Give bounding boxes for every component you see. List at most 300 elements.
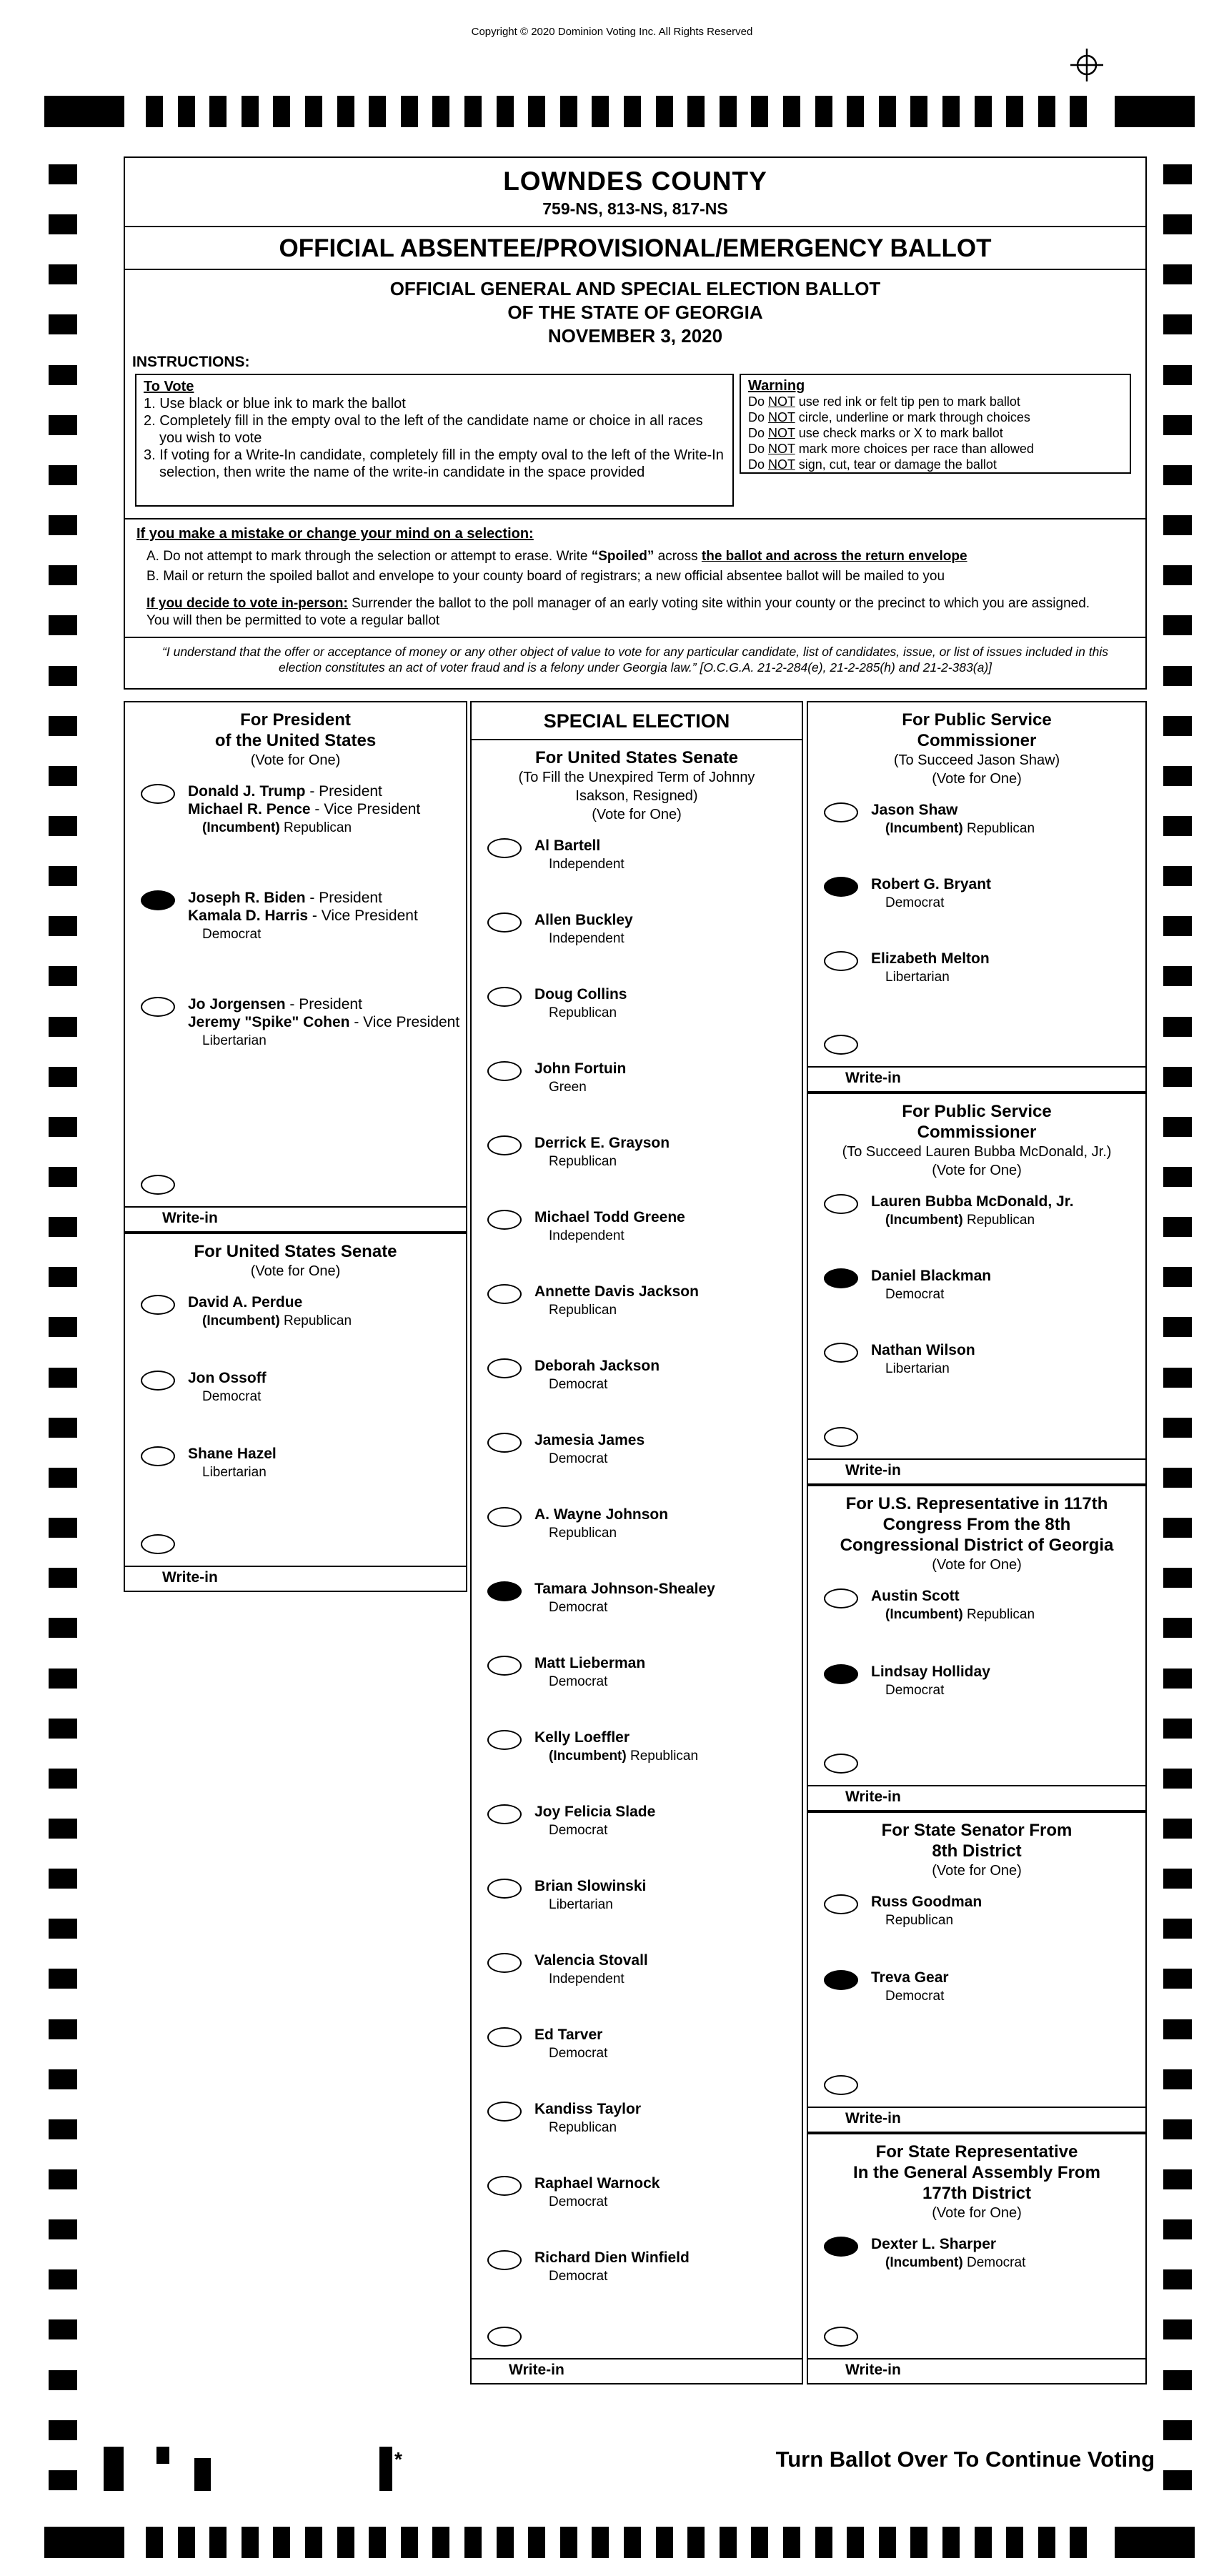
candidate-text (871, 2235, 1025, 2271)
candidate-name: Russ Goodman (871, 1894, 982, 1910)
candidate-oval[interactable] (824, 1894, 858, 1914)
candidate-text (188, 1293, 352, 1329)
candidate-oval[interactable] (487, 1656, 522, 1676)
candidate-oval[interactable] (141, 997, 175, 1017)
timing-mark (49, 515, 77, 535)
candidate-row (824, 950, 1141, 985)
timing-mark (337, 2527, 354, 2558)
candidate-text (188, 1369, 267, 1405)
timing-mark (49, 2219, 77, 2239)
contest-column (807, 701, 1147, 2384)
contest-box (807, 1093, 1147, 1485)
write-in-oval[interactable] (824, 2075, 858, 2095)
candidate-oval-filled[interactable] (824, 877, 858, 897)
contest-title-line: For United States Senate (534, 748, 739, 767)
felony-statement: “I understand that the offer or acceptance of money or any other object of value to vote for any particular candidate, list of candidates, issue, or list of issues included in this election constitutes an act of voter fraud and is a felony under Georgia law.” [O.C.G.A. 21-2-284(e), 21-2-285(h) and 21-2-383(a)] (125, 637, 1145, 681)
timing-mark (49, 264, 77, 284)
candidate-name: Tamara Johnson-Shealey (534, 1581, 715, 1597)
ballot-header (124, 156, 1147, 690)
timing-mark (1163, 1769, 1192, 1789)
timing-mark (656, 2527, 673, 2558)
candidate-text (534, 1580, 715, 1616)
text-segment: mark more choices per race than allowed (795, 442, 1034, 456)
candidate-name: Raphael Warnock (534, 2175, 660, 2192)
timing-mark (847, 2527, 864, 2558)
candidate-party (871, 2254, 1025, 2271)
candidate-oval[interactable] (487, 1433, 522, 1453)
candidate-name: Michael Todd Greene (534, 1209, 685, 1225)
text-segment: NOT (768, 457, 795, 472)
contest-header (808, 2134, 1145, 2222)
timing-mark (1163, 666, 1192, 686)
write-in-label: Write-in (509, 2362, 564, 2378)
candidate-name-suffix: - Vice President (349, 1014, 460, 1030)
candidate-party (534, 1525, 668, 1541)
candidate-list (808, 2222, 1145, 2271)
candidate-row (824, 1663, 1141, 1699)
candidate-oval[interactable] (141, 784, 175, 804)
candidate-name-line (534, 1803, 655, 1821)
candidate-name-line (871, 875, 991, 893)
contest-title-line: For United States Senate (194, 1242, 397, 1261)
candidate-name-line (188, 1445, 277, 1463)
candidate-name-line (534, 1357, 660, 1375)
candidate-row (487, 1208, 797, 1244)
candidate-text (871, 1267, 991, 1303)
candidate-text (188, 1445, 277, 1481)
text-segment: Do (748, 426, 769, 440)
party-name: Republican (967, 1607, 1035, 1622)
warning-items (748, 394, 1123, 472)
candidate-name: Jo Jorgensen (188, 996, 286, 1013)
candidate-name: Jon Ossoff (188, 1370, 267, 1386)
candidate-name-line (534, 1208, 685, 1226)
candidate-oval[interactable] (487, 1507, 522, 1527)
timing-mark (49, 766, 77, 786)
contest-header (472, 740, 802, 824)
write-in-section (125, 1534, 466, 1591)
candidate-oval[interactable] (824, 1343, 858, 1363)
timing-mark (49, 1468, 77, 1488)
contest-subtitle-line: (To Succeed Lauren Bubba McDonald, Jr.) (842, 1144, 1112, 1160)
candidate-text (188, 782, 420, 836)
candidate-row (487, 2249, 797, 2284)
timing-mark (49, 1969, 77, 1989)
timing-mark (1163, 1618, 1192, 1638)
election-title (125, 270, 1145, 351)
special-election-banner: SPECIAL ELECTION (472, 702, 802, 740)
timing-mark (305, 2527, 322, 2558)
contest-column (124, 701, 467, 1592)
candidate-row (824, 1267, 1141, 1303)
candidate-text (871, 950, 990, 985)
timing-mark (497, 2527, 514, 2558)
candidate-name: David A. Perdue (188, 1294, 303, 1311)
write-in-oval[interactable] (487, 2327, 522, 2347)
timing-mark (1163, 2319, 1192, 2339)
candidate-oval[interactable] (487, 2102, 522, 2122)
party-incumbent-label: (Incumbent) (885, 1213, 967, 1228)
text-segment: the ballot and across the return envelope (701, 549, 967, 564)
to-vote-items (144, 395, 725, 481)
timing-mark (49, 1317, 77, 1337)
party-name: Democrat (549, 1600, 608, 1615)
party-name: Democrat (549, 1823, 608, 1838)
candidate-text (534, 1208, 685, 1244)
timing-mark (49, 415, 77, 435)
timing-mark (49, 2069, 77, 2089)
party-name: Independent (549, 857, 625, 872)
candidate-oval[interactable] (487, 2176, 522, 2196)
candidate-oval[interactable] (824, 951, 858, 971)
candidate-party (534, 1971, 648, 1987)
write-in-label: Write-in (162, 1210, 218, 1226)
candidate-name: Al Bartell (534, 837, 601, 854)
text-segment: NOT (768, 426, 795, 440)
contest-subtitle-line: (Vote for One) (932, 1557, 1022, 1573)
candidate-oval[interactable] (487, 912, 522, 933)
timing-mark (910, 96, 927, 127)
timing-mark (1163, 2219, 1192, 2239)
warning-item (748, 409, 1123, 425)
candidate-row (487, 1951, 797, 1987)
candidate-text (188, 889, 418, 943)
party-name: Republican (284, 1313, 352, 1328)
timing-mark (656, 96, 673, 127)
warning-item (748, 441, 1123, 457)
timing-mark (305, 96, 322, 127)
candidate-row (824, 1893, 1141, 1929)
to-vote-item: 1. Use black or blue ink to mark the ballot (144, 396, 406, 412)
timing-mark (209, 96, 227, 127)
candidate-name: Doug Collins (534, 986, 627, 1003)
timing-mark (910, 2527, 927, 2558)
timing-mark (1163, 1669, 1192, 1689)
candidate-text (534, 1134, 670, 1170)
candidate-oval[interactable] (487, 1953, 522, 1973)
timing-mark (49, 365, 77, 385)
candidate-name-line (871, 2235, 1025, 2253)
candidate-oval[interactable] (487, 1730, 522, 1750)
candidate-name-suffix: - President (285, 996, 362, 1013)
text-segment: circle, underline or mark through choices (795, 410, 1030, 424)
timing-mark (1163, 2370, 1192, 2390)
candidate-oval[interactable] (487, 1135, 522, 1155)
text-segment: Do (748, 442, 769, 456)
candidate-oval[interactable] (824, 802, 858, 822)
timing-mark (49, 1518, 77, 1538)
candidate-row (824, 1587, 1141, 1623)
candidate-oval[interactable] (487, 1358, 522, 1378)
timing-mark (178, 2527, 195, 2558)
candidate-party (534, 1896, 646, 1913)
timing-mark (49, 615, 77, 635)
timing-mark (751, 2527, 768, 2558)
party-name: Libertarian (202, 1033, 267, 1048)
candidate-name: Shane Hazel (188, 1446, 277, 1462)
timing-mark (401, 96, 418, 127)
ballot-id-mark (194, 2458, 211, 2491)
timing-mark (1163, 1368, 1192, 1388)
candidate-text (871, 801, 1035, 837)
party-name: Republican (284, 820, 352, 835)
timing-mark (49, 465, 77, 485)
contest-title-line: of the United States (214, 731, 377, 750)
candidate-oval-filled[interactable] (824, 1664, 858, 1684)
contest-title-line: For U.S. Representative in 117th (845, 1494, 1108, 1513)
timing-mark (1163, 1869, 1192, 1889)
timing-mark (1163, 365, 1192, 385)
timing-mark-block (44, 96, 124, 127)
candidate-text (534, 985, 627, 1021)
candidate-text (871, 1193, 1074, 1228)
candidate-row (487, 2100, 797, 2136)
candidate-oval-filled[interactable] (824, 1970, 858, 1990)
party-name: Republican (967, 821, 1035, 836)
candidate-party (534, 2119, 641, 2136)
election-date: NOVEMBER 3, 2020 (547, 325, 723, 347)
candidate-party (188, 926, 418, 943)
write-in-oval[interactable] (824, 1754, 858, 1774)
party-name: Republican (549, 1303, 617, 1318)
text-segment: If you decide to vote in-person: (146, 596, 348, 611)
candidate-row (487, 1803, 797, 1839)
candidate-oval-filled[interactable] (141, 890, 175, 910)
candidate-oval[interactable] (141, 1371, 175, 1391)
instructions-label: INSTRUCTIONS: (132, 354, 250, 370)
candidate-party (188, 1313, 352, 1329)
candidate-name: Kelly Loeffler (534, 1729, 630, 1746)
candidate-text (534, 911, 633, 947)
timing-mark (720, 2527, 737, 2558)
candidate-name-line (188, 907, 418, 925)
candidate-row (141, 782, 462, 836)
party-name: Democrat (549, 2269, 608, 2284)
candidate-oval-filled[interactable] (487, 1581, 522, 1601)
candidate-name: Brian Slowinski (534, 1878, 647, 1894)
contest-header (125, 1234, 466, 1280)
text-segment: Do (748, 457, 769, 472)
candidate-oval-filled[interactable] (824, 1268, 858, 1288)
candidate-name-line (871, 1969, 949, 1986)
candidate-name: Treva Gear (871, 1969, 949, 1986)
candidate-text (534, 2100, 641, 2136)
candidate-party (871, 1606, 1035, 1623)
party-name: Republican (549, 1154, 617, 1169)
timing-mark (49, 2470, 77, 2490)
candidate-oval[interactable] (141, 1295, 175, 1315)
timing-mark (369, 96, 386, 127)
timing-mark (1163, 2470, 1192, 2490)
write-in-oval[interactable] (141, 1175, 175, 1195)
mistake-item-a (136, 548, 1134, 565)
candidate-name-line (534, 1877, 646, 1895)
candidate-name: Deborah Jackson (534, 1358, 660, 1374)
contest-header (808, 1094, 1145, 1180)
timing-mark (1163, 2169, 1192, 2189)
text-segment: NOT (768, 410, 795, 424)
timing-mark (49, 1017, 77, 1037)
timing-mark (49, 1618, 77, 1638)
candidate-row (141, 1293, 462, 1329)
candidate-name: Matt Lieberman (534, 1655, 646, 1671)
mistake-section (125, 518, 1145, 637)
party-name: Republican (967, 1213, 1035, 1228)
ballot-id-mark (379, 2447, 392, 2491)
contest-box (807, 2133, 1147, 2384)
candidate-oval[interactable] (487, 1210, 522, 1230)
timing-mark (49, 2370, 77, 2390)
party-name: Democrat (885, 1989, 945, 2004)
candidate-text (871, 1969, 949, 2004)
text-segment: NOT (768, 442, 795, 456)
candidate-text (534, 1951, 648, 1987)
timing-mark (1163, 214, 1192, 234)
candidate-row (487, 2174, 797, 2210)
candidate-party (534, 2045, 607, 2062)
candidate-name-line (188, 995, 459, 1013)
text-segment: NOT (768, 394, 795, 409)
timing-mark (1163, 2269, 1192, 2289)
candidate-oval[interactable] (487, 2250, 522, 2270)
timing-mark (49, 1267, 77, 1287)
timing-mark (464, 96, 482, 127)
contest-header (808, 702, 1145, 788)
timing-mark (1038, 2527, 1055, 2558)
instruction-boxes (125, 374, 1145, 518)
write-in-label: Write-in (162, 1569, 218, 1586)
contest-subtitle-line: (To Fill the Unexpired Term of Johnny (518, 770, 755, 785)
candidate-oval[interactable] (141, 1446, 175, 1466)
write-in-oval[interactable] (141, 1534, 175, 1554)
candidate-name-line (534, 1283, 699, 1301)
candidate-oval-filled[interactable] (824, 2237, 858, 2257)
candidate-oval[interactable] (824, 1588, 858, 1608)
asterisk-mark: * (394, 2448, 402, 2470)
party-name: Republican (630, 1749, 699, 1764)
candidate-oval[interactable] (487, 1284, 522, 1304)
party-name: Democrat (885, 895, 945, 910)
candidate-party (871, 969, 990, 985)
write-in-section (125, 1175, 466, 1231)
contest-subtitle-line: (Vote for One) (250, 752, 341, 768)
candidate-row (824, 801, 1141, 837)
candidate-name-line (534, 2100, 641, 2118)
candidate-text (534, 1283, 699, 1318)
timing-mark (146, 96, 163, 127)
timing-mark (49, 2119, 77, 2139)
candidate-oval[interactable] (487, 1804, 522, 1824)
contest-subtitle-line: (To Succeed Jason Shaw) (893, 752, 1060, 768)
candidate-name-line (534, 1729, 698, 1746)
candidate-party (871, 1361, 975, 1377)
timing-mark (624, 2527, 641, 2558)
candidate-text (871, 1893, 982, 1929)
candidate-oval[interactable] (487, 1879, 522, 1899)
candidate-oval[interactable] (487, 838, 522, 858)
timing-mark (337, 96, 354, 127)
candidate-name: A. Wayne Johnson (534, 1506, 669, 1523)
timing-mark (49, 2420, 77, 2440)
candidate-name-line (188, 800, 420, 818)
contest-subtitle-line: (Vote for One) (932, 1863, 1022, 1879)
candidate-row (487, 1060, 797, 1095)
candidate-oval[interactable] (824, 1194, 858, 1214)
party-name: Democrat (885, 1287, 945, 1302)
contest-title-line: For President (240, 710, 351, 730)
candidate-oval[interactable] (487, 1061, 522, 1081)
candidate-text (188, 995, 459, 1049)
candidate-party (534, 930, 633, 947)
candidate-party (871, 895, 991, 911)
party-name: Republican (885, 1913, 954, 1928)
candidate-oval[interactable] (487, 2027, 522, 2047)
write-in-oval[interactable] (824, 2327, 858, 2347)
timing-mark (1163, 2069, 1192, 2089)
timing-mark (49, 1719, 77, 1739)
contest-title-line: For Public Service (902, 710, 1052, 730)
timing-mark (49, 565, 77, 585)
candidate-row (487, 1580, 797, 1616)
timing-mark (1163, 1468, 1192, 1488)
timing-mark (49, 1418, 77, 1438)
candidate-party (534, 1376, 660, 1393)
candidate-text (871, 1663, 990, 1699)
timing-mark (1163, 1819, 1192, 1839)
contest-title-line: In the General Assembly From (853, 2163, 1100, 2182)
text-segment: across (654, 549, 702, 564)
candidate-text (534, 1431, 645, 1467)
candidate-party (188, 1388, 267, 1405)
contest-title-line: Commissioner (917, 1123, 1037, 1142)
candidate-name-line (534, 1951, 648, 1969)
timing-mark (720, 96, 737, 127)
timing-mark (1163, 1969, 1192, 1989)
party-name: Republican (549, 1005, 617, 1020)
party-incumbent-label: (Incumbent) (202, 1313, 284, 1328)
election-title-line: OFFICIAL GENERAL AND SPECIAL ELECTION BALLOT (389, 278, 881, 299)
contest-box (470, 701, 803, 2384)
candidate-oval[interactable] (487, 987, 522, 1007)
timing-mark (560, 96, 577, 127)
candidate-name: Daniel Blackman (871, 1268, 992, 1284)
timing-mark (49, 1669, 77, 1689)
candidate-name-line (534, 1134, 670, 1152)
write-in-oval[interactable] (824, 1427, 858, 1447)
candidate-list (808, 788, 1145, 985)
timing-mark (49, 1819, 77, 1839)
timing-mark (273, 2527, 290, 2558)
timing-mark (1163, 1067, 1192, 1087)
timing-mark (1163, 1518, 1192, 1538)
timing-mark (592, 96, 609, 127)
timing-mark (1163, 1919, 1192, 1939)
candidate-list (808, 1180, 1145, 1377)
write-in-label: Write-in (845, 1070, 901, 1086)
timing-mark (209, 2527, 227, 2558)
timing-mark (1163, 716, 1192, 736)
timing-mark (242, 96, 259, 127)
candidate-name-line (534, 1506, 668, 1523)
candidate-list (808, 1574, 1145, 1699)
write-in-section (808, 2327, 1145, 2383)
candidate-party (871, 820, 1035, 837)
candidate-name: Derrick E. Grayson (534, 1135, 670, 1151)
contest-box (807, 701, 1147, 1093)
timing-mark (1163, 1568, 1192, 1588)
timing-mark (49, 1368, 77, 1388)
write-in-oval[interactable] (824, 1035, 858, 1055)
